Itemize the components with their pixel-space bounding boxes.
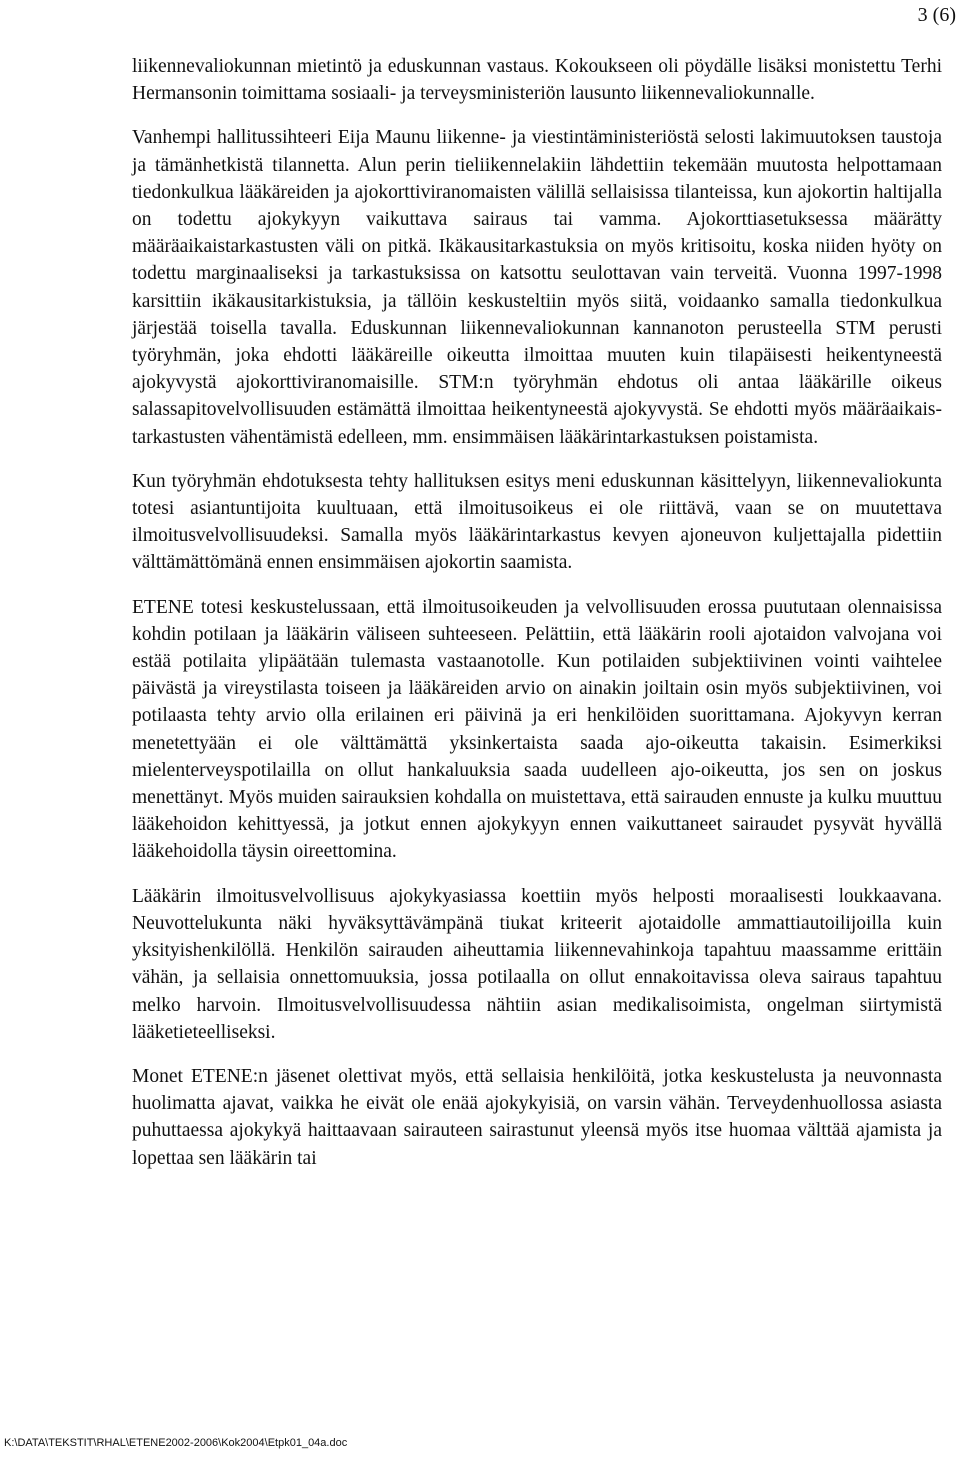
page-number: 3 (6) bbox=[917, 4, 956, 26]
paragraph-6: Monet ETENE:n jäsenet olettivat myös, että sellaisia henkilöitä, jotka keskustelusta ja neuvonnasta huolimatta ajavat, vaikka he eivät ole enää ajokykyisiä, on varsin vähän. Terveydenhuollossa asiasta puhuttaessa ajokykyä haittaavaan sairauteen sairastunut yleensä myös itse huomaa välttää ajamista ja lopettaa sen lääkärin tai bbox=[132, 1065, 942, 1169]
paragraph-5: Lääkärin ilmoitusvelvollisuus ajokykyasiassa koettiin myös helposti moraalisesti loukkaavana. Neuvottelukunta näki hyväksyttävämpänä tiukat kriteerit ajotaidolle ammattiautoilijoilla kuin yksityishenkilöllä. Henkilön sairauden aiheuttamia liikennevahinkoja tapahtuu maassamme erittäin vähän, ja sellaisia onnettomuuksia, jossa potilaalla on ollut ennakoitavissa oleva sairaus tapahtuu melko harvoin. Ilmoitusvelvollisuudessa nähtiin asian medikalisoimista, ongelman siirtymistä lääketieteelliseksi. bbox=[132, 885, 942, 1043]
paragraph-3: Kun työryhmän ehdotuksesta tehty hallituksen esitys meni eduskunnan käsittelyyn, liikennevaliokunta totesi asiantuntijoita kuultuaan, että ilmoitusoikeus ei ole riittävä, vaan se on muutettava ilmoitusvelvollisuudeksi. Samalla myös lääkärintarkastus kevyen ajoneuvon kuljettajalla pidettiin välttämättömänä ennen ensimmäisen ajokortin saamista. bbox=[132, 470, 942, 574]
paragraph-2: Vanhempi hallitussihteeri Eija Maunu liikenne- ja viestintäministeriöstä selosti lakimuutoksen taustoja ja tämänhetkistä tilannetta. Alun perin tieliikennelakiin lähdettiin tekemään muutosta helpottamaan tiedonkulkua lääkäreiden ja ajokorttiviranomaisten välillä sellaisissa tilanteissa, kun ajokortin haltijalla on todettu ajokykyyn vaikuttava sairaus tai vamma. Ajokorttiasetuksessa määrätty määräaikaistarkastusten väli on pitkä. Ikäkausitarkastuksia on myös kritisoitu, koska niiden hyöty on todettu marginaaliseksi ja tarkastuksissa on katsottu seulottavan vain terveitä. Vuonna 1997-1998 karsittiin ikäkausitarkistuksia, ja tällöin keskusteltiin myös siitä, voidaanko samalla tiedonkulkua järjestää toisella tavalla. Eduskunnan liikennevaliokunnan kannanoton perusteella STM perusti työryhmän, joka ehdotti lääkäreille oikeutta ilmoittaa muuten kuin tilapäisesti heikentyneestä ajokyvystä ajokorttiviranomaisille. STM:n työryhmän ehdotus oli antaa lääkärille oikeus salassapitovelvollisuuden estämättä ilmoittaa heikentyneestä ajokyvystä. Se ehdotti myös määräaikais-tarkastusten vähentämistä edelleen, mm. ensimmäisen lääkärintarkastuksen poistamista. bbox=[132, 127, 942, 448]
document-body bbox=[132, 53, 942, 1189]
paragraph-1: liikennevaliokunnan mietintö ja eduskunnan vastaus. Kokoukseen oli pöydälle lisäksi monistettu Terhi Hermansonin toimittama sosiaali- ja terveysministeriön lausunto liikennevaliokunnalle. bbox=[132, 56, 942, 105]
footer-file-path: K:\DATA\TEKSTIT\RHAL\ETENE2002-2006\Kok2004\Etpk01_04a.doc bbox=[4, 1437, 348, 1449]
paragraph-4: ETENE totesi keskustelussaan, että ilmoitusoikeuden ja velvollisuuden erossa puututaan olennaisissa kohdin potilaan ja lääkärin väliseen suhteeseen. Pelättiin, että lääkärin rooli ajotaidon valvojana voi estää potilaita ylipäätään tulemasta vastaanotolle. Kun potilaiden subjektiivinen vointi vaihtelee päivästä ja vireystilasta toiseen ja lääkäreiden arvio on ainakin joiltain osin myös subjektiivinen, voi potilaasta tehty arvio olla erilainen eri päivinä ja eri henkilöiden suorittamana. Ajokyvyn kerran menetettyään ei ole välttämättä yksinkertaista saada ajo-oikeutta takaisin. Esimerkiksi mielenterveyspotilailla on ollut hankaluuksia saada uudelleen ajo-oikeutta, jos sen on joskus menettänyt. Myös muiden sairauksien kohdalla on muistettava, että sairauden ennuste ja kulku muuttuu lääkehoidon kehittyessä, ja jotkut ennen ajokykyyn ennen vaikuttaneet sairaudet pysyvät hyvällä lääkehoidolla täysin oireettomina. bbox=[132, 596, 942, 863]
